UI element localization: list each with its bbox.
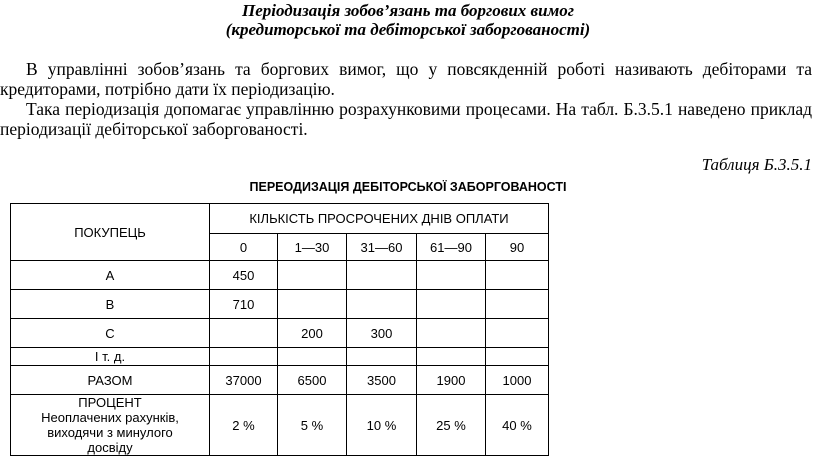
percent-cell: 40 % [486, 395, 549, 456]
paragraph-2 [0, 99, 812, 139]
column-header: 0 [210, 234, 278, 261]
buyer-header: ПОКУПЕЦЬ [11, 204, 210, 261]
percent-label-line: досвіду [87, 440, 133, 455]
value-cell [486, 290, 549, 319]
value-cell: 200 [278, 319, 347, 348]
value-cell [347, 290, 417, 319]
document-title: Періодизація зобов’язань та боргових вимог [241, 1, 575, 20]
value-cell [486, 348, 549, 366]
column-header: 90 [486, 234, 549, 261]
percent-cell: 2 % [210, 395, 278, 456]
value-cell [417, 261, 486, 290]
table-row [11, 261, 549, 290]
total-cell: 1000 [486, 366, 549, 395]
paragraph-1 [0, 59, 812, 99]
column-header: 31—60 [347, 234, 417, 261]
buyer-cell: А [11, 261, 210, 290]
value-cell [278, 290, 347, 319]
total-cell: 37000 [210, 366, 278, 395]
table-row [11, 319, 549, 348]
buyer-cell: В [11, 290, 210, 319]
buyer-cell: С [11, 319, 210, 348]
value-cell: 300 [347, 319, 417, 348]
debt-periodization-table [10, 203, 549, 456]
table-row [11, 290, 549, 319]
percent-row [11, 395, 549, 456]
percent-label-line: ПРОЦЕНТ [78, 395, 142, 410]
value-cell [347, 348, 417, 366]
paragraph-2-text: Така періодизація допомагає управлінню розрахунковими процесами. На табл. Б.3.5.1 наведено приклад періодизації дебіторської заборгованості. [0, 99, 812, 139]
percent-cell: 10 % [347, 395, 417, 456]
value-cell: 710 [210, 290, 278, 319]
column-header: 1—30 [278, 234, 347, 261]
total-cell: 3500 [347, 366, 417, 395]
total-cell: 1900 [417, 366, 486, 395]
value-cell [417, 290, 486, 319]
table-row [11, 348, 549, 366]
document-subtitle: (кредиторської та дебіторської заборгованості) [225, 20, 591, 39]
column-header: 61—90 [417, 234, 486, 261]
days-header: КІЛЬКІСТЬ ПРОСРОЧЕНИХ ДНІВ ОПЛАТИ [210, 204, 549, 234]
value-cell [210, 348, 278, 366]
value-cell [347, 261, 417, 290]
value-cell [278, 348, 347, 366]
percent-label [11, 395, 210, 456]
value-cell [278, 261, 347, 290]
percent-label-line: Неоплачених рахунків, [41, 410, 179, 425]
table-title: ПЕРЕОДИЗАЦІЯ ДЕБІТОРСЬКОЇ ЗАБОРГОВАНОСТІ [249, 180, 567, 194]
table-header-row [11, 204, 549, 234]
paragraph-1-text: В управлінні зобов’язань та боргових вимог, що у повсякденній роботі називають дебіторами та кредиторами, потрібно дати їх періодизацію. [0, 59, 812, 99]
value-cell [417, 348, 486, 366]
percent-cell: 5 % [278, 395, 347, 456]
value-cell: 450 [210, 261, 278, 290]
total-cell: 6500 [278, 366, 347, 395]
table-label: Таблиця Б.3.5.1 [701, 155, 812, 174]
value-cell [486, 319, 549, 348]
percent-cell: 25 % [417, 395, 486, 456]
value-cell [210, 319, 278, 348]
buyer-cell: І т. д. [11, 348, 210, 366]
value-cell [417, 319, 486, 348]
total-row [11, 366, 549, 395]
percent-label-line: виходячи з минулого [47, 425, 173, 440]
value-cell [486, 261, 549, 290]
total-label: РАЗОМ [11, 366, 210, 395]
